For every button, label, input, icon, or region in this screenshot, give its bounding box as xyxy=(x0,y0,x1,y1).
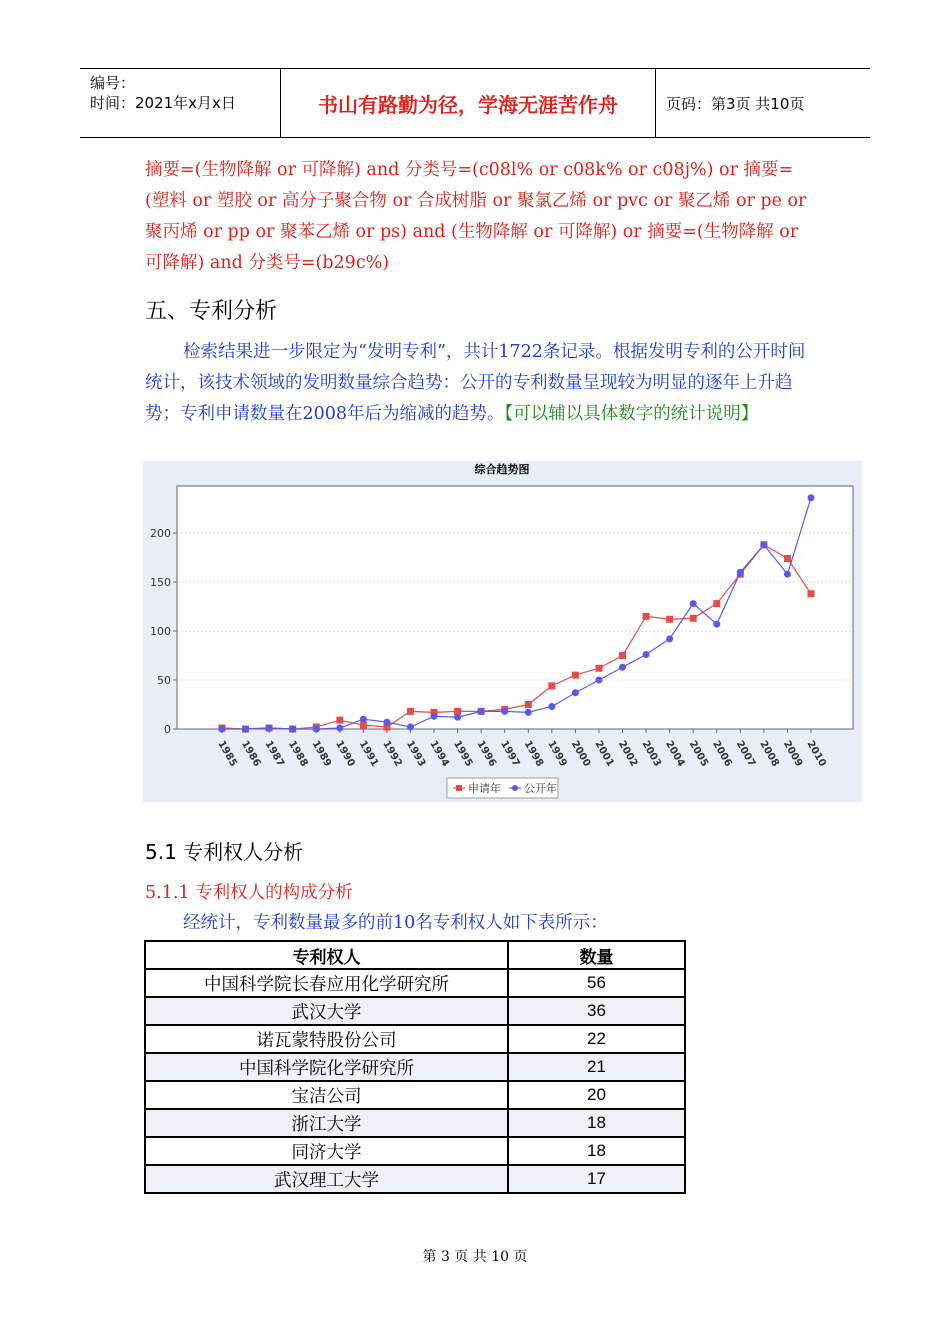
header-motto: 书山有路勤为径，学海无涯苦作舟 xyxy=(280,69,656,137)
section-body-text: 检索结果进一步限定为“发明专利”，共计1722条记录。根据发明专利的公开时间统计，该技术领域的发明数量综合趋势：公开的专利数量呈现较为明显的逐年上升趋势；专利申请数量在2008年后为缩减的趋势。 xyxy=(145,342,806,424)
data-point xyxy=(595,665,602,672)
data-point xyxy=(666,635,673,642)
x-tick-label: 2007 xyxy=(733,739,758,769)
data-point xyxy=(407,708,414,715)
x-tick-label: 1986 xyxy=(238,739,263,769)
data-point xyxy=(548,682,555,689)
data-point xyxy=(454,714,461,721)
page-footer: 第 3 页 共 10 页 xyxy=(422,1249,528,1265)
x-tick-label: 2003 xyxy=(639,739,663,769)
legend-label: 公开年 xyxy=(524,782,557,795)
x-tick-label: 1988 xyxy=(286,739,310,769)
data-point xyxy=(407,724,414,731)
assignee-name: 武汉理工大学 xyxy=(145,1165,508,1193)
x-tick-label: 1998 xyxy=(521,739,546,769)
x-tick-label: 1987 xyxy=(262,739,286,769)
table-intro: 经统计，专利数量最多的前10名专利权人如下表所示： xyxy=(183,913,608,933)
page-header xyxy=(80,68,870,138)
x-tick-label: 2002 xyxy=(615,739,640,769)
data-point xyxy=(713,621,720,628)
header-page-info: 页码：第3页 共10页 xyxy=(666,94,805,113)
patent-count: 20 xyxy=(508,1081,685,1109)
data-point xyxy=(266,725,273,732)
subsection-title: 5.1 专利权人分析 xyxy=(145,840,304,864)
table-row xyxy=(145,1137,685,1165)
plot-area xyxy=(177,486,853,729)
data-point xyxy=(784,555,791,562)
x-tick-label: 2006 xyxy=(710,739,734,769)
subsubsection-title: 5.1.1 专利权人的构成分析 xyxy=(145,883,353,903)
data-point xyxy=(666,616,673,623)
time-label: 时间：2021年x月x日 xyxy=(90,94,236,112)
header-meta xyxy=(80,69,280,137)
assignee-name: 中国科学院化学研究所 xyxy=(145,1053,508,1081)
data-point xyxy=(313,726,320,733)
patent-count: 18 xyxy=(508,1109,685,1137)
y-tick-label: 0 xyxy=(164,723,171,736)
data-point xyxy=(572,689,579,696)
x-tick-label: 1985 xyxy=(215,739,239,769)
assignee-name: 诺瓦蒙特股份公司 xyxy=(145,1025,508,1053)
section-body xyxy=(145,337,810,430)
table-row xyxy=(145,1025,685,1053)
x-tick-label: 1994 xyxy=(427,739,451,769)
table-row xyxy=(145,1053,685,1081)
data-point xyxy=(336,717,343,724)
patent-count: 36 xyxy=(508,997,685,1025)
table-row xyxy=(145,1081,685,1109)
y-tick-label: 150 xyxy=(150,576,171,590)
data-point xyxy=(336,725,343,732)
chart-legend xyxy=(447,778,558,798)
data-point xyxy=(572,672,579,679)
column-header-assignee: 专利权人 xyxy=(145,941,508,969)
data-point xyxy=(431,713,438,720)
x-tick-label: 1996 xyxy=(474,739,499,769)
data-point xyxy=(501,708,508,715)
assignee-name: 武汉大学 xyxy=(145,997,508,1025)
data-point xyxy=(242,726,249,733)
data-point xyxy=(525,701,532,708)
data-point xyxy=(619,652,626,659)
y-tick-label: 50 xyxy=(157,674,171,688)
y-tick-label: 100 xyxy=(150,625,171,639)
patent-count: 21 xyxy=(508,1053,685,1081)
section-note: 【可以辅以具体数字的统计说明】 xyxy=(504,404,759,424)
data-point xyxy=(289,726,296,733)
x-tick-label: 1992 xyxy=(380,739,404,769)
x-tick-label: 1989 xyxy=(309,739,334,769)
data-point xyxy=(690,600,697,607)
data-point xyxy=(760,541,767,548)
number-label: 编号： xyxy=(90,74,136,92)
legend-marker xyxy=(456,785,462,791)
legend-label: 申请年 xyxy=(468,782,501,795)
data-point xyxy=(808,590,815,597)
data-point xyxy=(690,615,697,622)
data-point xyxy=(595,677,602,684)
assignee-table xyxy=(144,940,686,1194)
query-text: 摘要=(生物降解 or 可降解) and 分类号=(c08l% or c08k% or c08j%) or 摘要=(塑料 or 塑胶 or 高分子聚合物 or 合成树脂 or 聚氯乙烯 or pvc or 聚乙烯 or pe or 聚丙烯 or pp or 聚苯乙烯 or ps) and (生物降解 or 可降解) or 摘要=(生物降解 or 可降解) and 分类号=(b29c%) xyxy=(145,160,807,273)
data-point xyxy=(525,709,532,716)
patent-count: 22 xyxy=(508,1025,685,1053)
data-point xyxy=(713,600,720,607)
data-point xyxy=(784,571,791,578)
section-title: 五、专利分析 xyxy=(145,299,278,324)
x-tick-label: 2001 xyxy=(592,739,616,769)
trend-chart xyxy=(143,461,862,802)
x-tick-label: 2005 xyxy=(686,739,711,769)
x-tick-label: 1990 xyxy=(333,739,357,769)
data-point xyxy=(548,703,555,710)
assignee-name: 浙江大学 xyxy=(145,1109,508,1137)
x-tick-label: 2004 xyxy=(663,739,687,769)
patent-count: 56 xyxy=(508,969,685,997)
x-tick-label: 1991 xyxy=(356,739,381,769)
x-tick-label: 1993 xyxy=(403,739,428,769)
table-row xyxy=(145,1109,685,1137)
data-point xyxy=(619,664,626,671)
trend-chart-svg xyxy=(143,461,862,802)
column-header-count: 数量 xyxy=(508,941,685,969)
assignee-name: 同济大学 xyxy=(145,1137,508,1165)
chart-title: 综合趋势图 xyxy=(474,463,530,476)
x-tick-label: 1997 xyxy=(498,739,522,769)
y-tick-label: 200 xyxy=(150,527,171,541)
data-point xyxy=(219,726,226,733)
data-point xyxy=(643,613,650,620)
x-tick-label: 2010 xyxy=(804,739,828,769)
data-point xyxy=(643,651,650,658)
table-row xyxy=(145,1165,685,1193)
x-tick-label: 2008 xyxy=(757,739,781,769)
x-tick-label: 2000 xyxy=(568,739,593,769)
x-tick-label: 2009 xyxy=(780,739,805,769)
data-point xyxy=(360,716,367,723)
patent-count: 17 xyxy=(508,1165,685,1193)
table-row xyxy=(145,969,685,997)
assignee-name: 中国科学院长春应用化学研究所 xyxy=(145,969,508,997)
x-tick-label: 1999 xyxy=(545,739,569,769)
data-point xyxy=(478,708,485,715)
table-row xyxy=(145,997,685,1025)
data-point xyxy=(737,569,744,576)
x-tick-label: 1995 xyxy=(451,739,475,769)
data-point xyxy=(383,719,390,726)
assignee-name: 宝洁公司 xyxy=(145,1081,508,1109)
data-point xyxy=(808,494,815,501)
legend-marker xyxy=(512,785,518,791)
table-header-row xyxy=(145,941,685,969)
patent-count: 18 xyxy=(508,1137,685,1165)
